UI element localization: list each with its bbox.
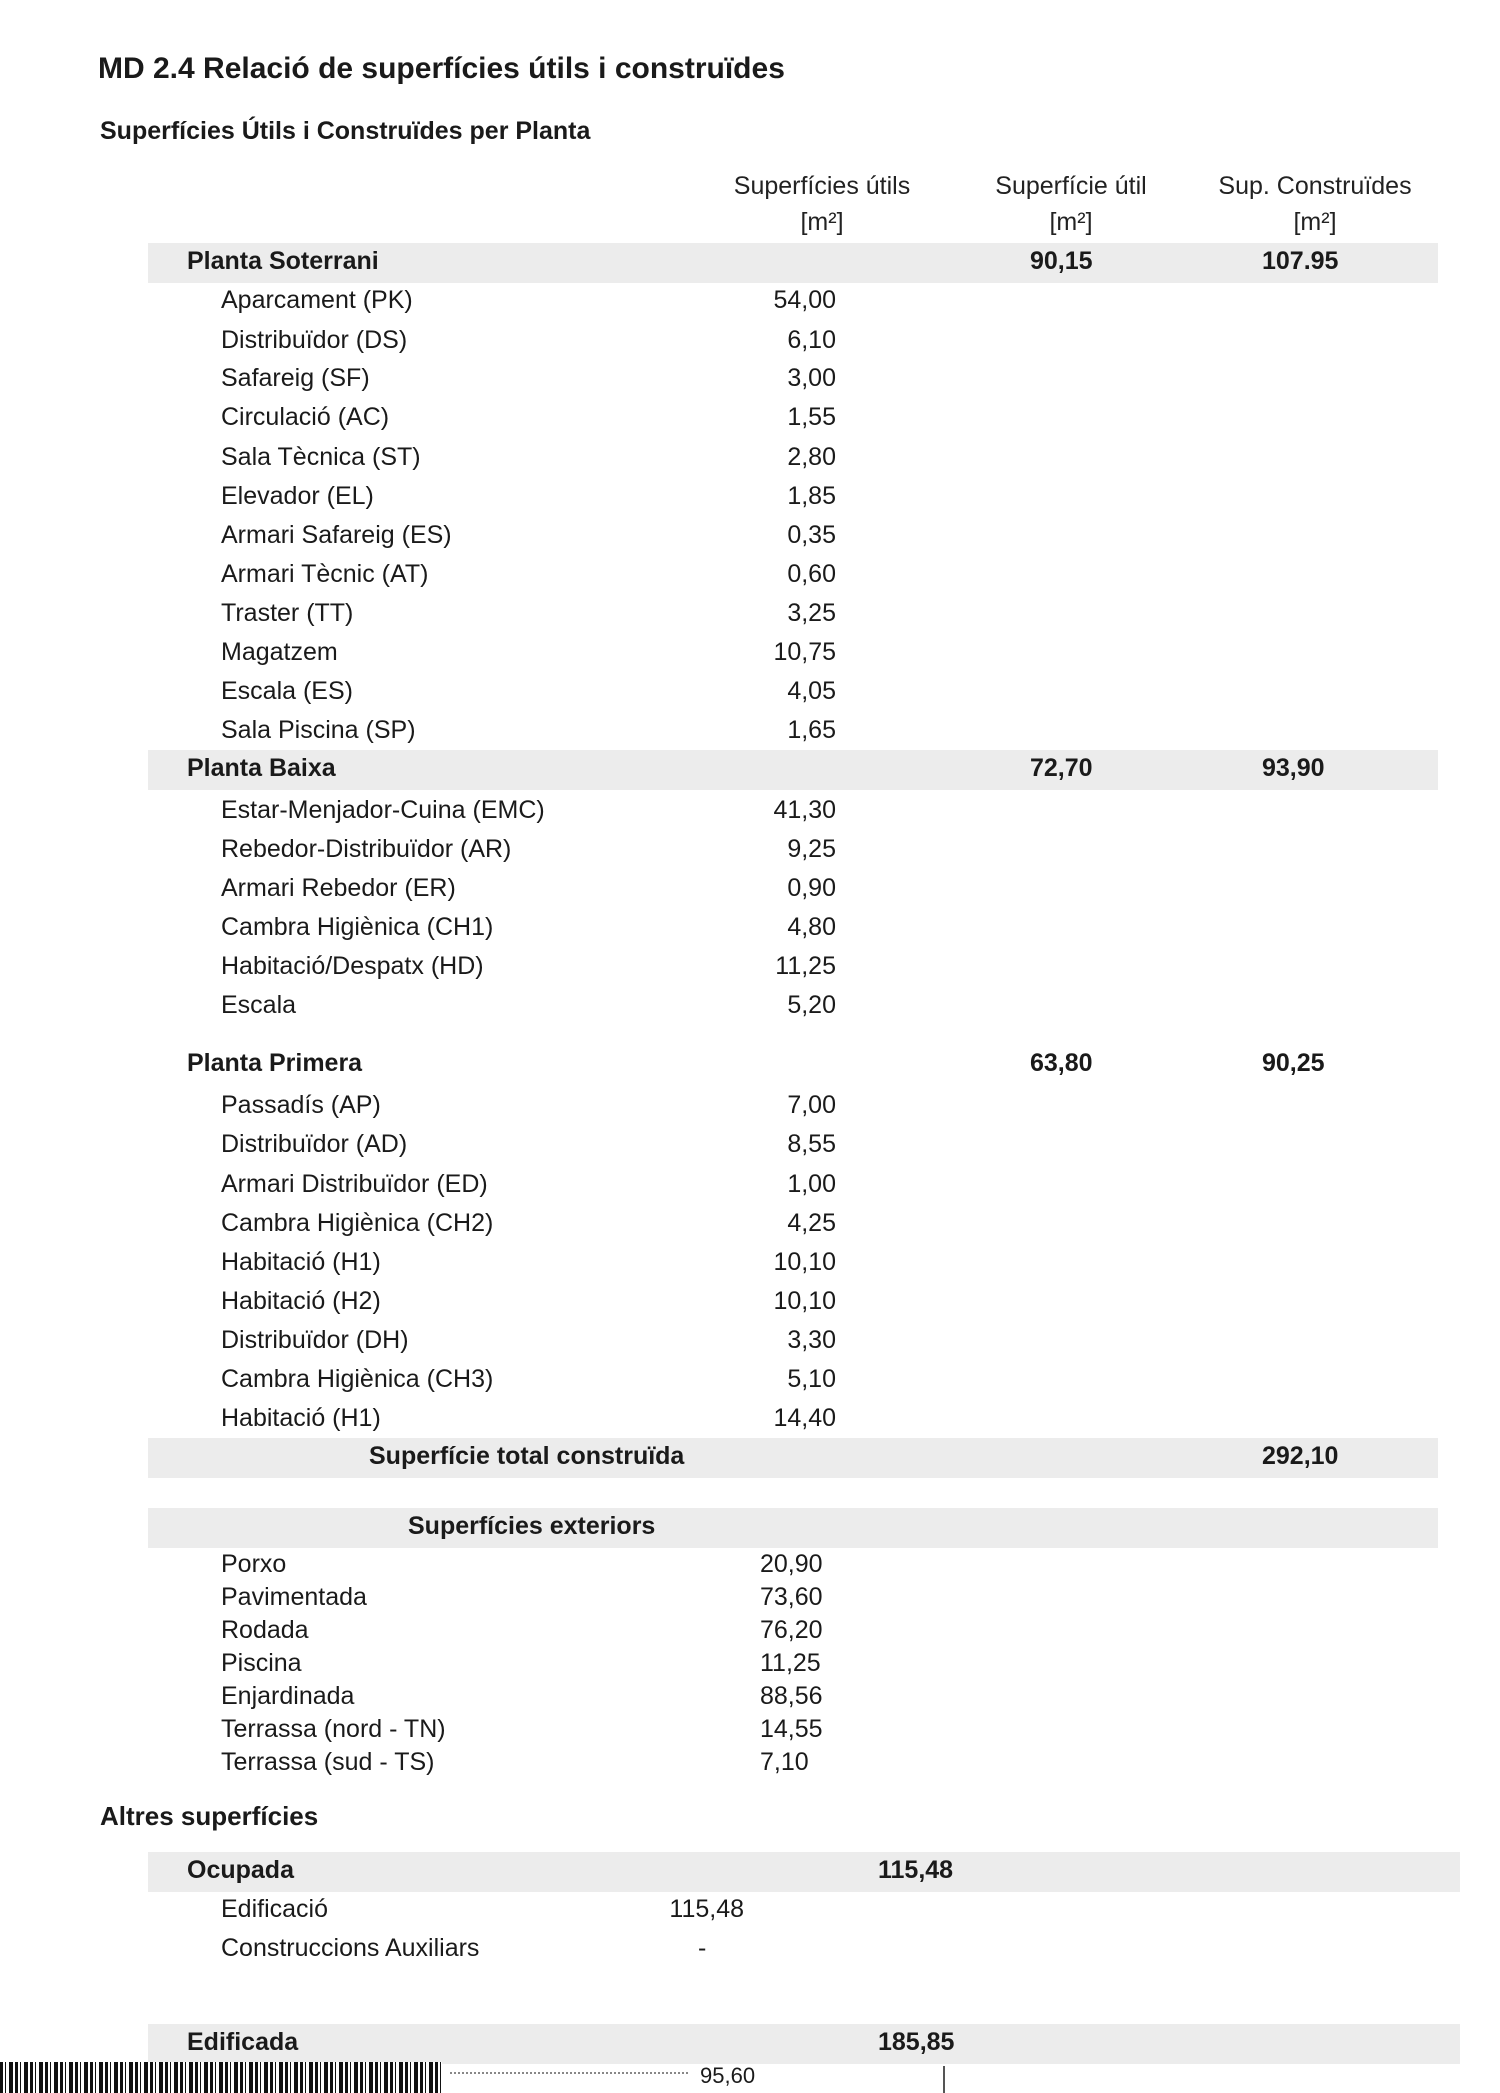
room-value: 1,65 (787, 716, 836, 744)
exteriors-band (148, 1508, 1438, 1548)
total-band (148, 1438, 1438, 1478)
room-name: Cambra Higiènica (CH3) (221, 1365, 494, 1393)
room-name: Escala (ES) (221, 677, 353, 705)
room-value: 0,90 (787, 874, 836, 902)
room-value: 10,10 (773, 1248, 836, 1276)
floor-construida-total: 93,90 (1262, 754, 1325, 782)
room-name: Habitació (H1) (221, 1404, 381, 1432)
room-value: 14,40 (773, 1404, 836, 1432)
footer-partial-value: 95,60 (700, 2063, 756, 2088)
room-value: 5,20 (787, 991, 836, 1019)
exterior-name: Piscina (221, 1649, 302, 1677)
room-value: 9,25 (787, 835, 836, 863)
room-name: Escala (221, 991, 297, 1019)
room-name: Cambra Higiènica (CH2) (221, 1209, 494, 1237)
room-value: 11,25 (775, 952, 836, 980)
ocupada-item-value: 115,48 (669, 1895, 744, 1923)
footer-fine-print (450, 2072, 688, 2082)
room-value: 3,30 (787, 1326, 836, 1354)
exterior-name: Porxo (221, 1550, 287, 1578)
column-header-label: Superfície útil (995, 172, 1147, 200)
exterior-value: 76,20 (760, 1616, 823, 1644)
edificada-value: 185,85 (878, 2028, 955, 2056)
room-name: Passadís (AP) (221, 1091, 381, 1119)
room-value: 7,00 (787, 1091, 836, 1119)
exterior-value: 20,90 (760, 1550, 823, 1578)
column-header-unit: [m²] (800, 208, 844, 236)
ocupada-item-name: Construccions Auxiliars (221, 1934, 480, 1962)
floor-util-total: 72,70 (1030, 754, 1093, 782)
room-name: Estar-Menjador-Cuina (EMC) (221, 796, 545, 824)
ocupada-band (148, 1852, 1460, 1892)
room-name: Rebedor-Distribuïdor (AR) (221, 835, 512, 863)
exterior-name: Rodada (221, 1616, 309, 1644)
exterior-value: 11,25 (760, 1649, 821, 1677)
floor-name: Planta Primera (187, 1049, 363, 1077)
room-name: Cambra Higiènica (CH1) (221, 913, 494, 941)
room-name: Distribuïdor (AD) (221, 1130, 408, 1158)
room-name: Circulació (AC) (221, 403, 390, 431)
page-title: MD 2.4 Relació de superfícies útils i construïdes (98, 52, 785, 85)
section-subtitle: Superfícies Útils i Construïdes per Planta (100, 117, 591, 145)
room-value: 4,80 (787, 913, 836, 941)
room-value: 1,85 (787, 482, 836, 510)
ocupada-label: Ocupada (187, 1856, 294, 1884)
column-header-superficie-util (966, 168, 1176, 240)
room-value: 10,75 (773, 638, 836, 666)
ocupada-item-value: - (698, 1934, 707, 1962)
room-value: 4,05 (787, 677, 836, 705)
column-header-unit: [m²] (1293, 208, 1337, 236)
column-header-label: Sup. Construïdes (1218, 172, 1412, 200)
exterior-name: Terrassa (sud - TS) (221, 1748, 435, 1776)
edificada-label: Edificada (187, 2028, 299, 2056)
room-name: Elevador (EL) (221, 482, 374, 510)
column-header-label: Superfícies útils (733, 172, 911, 200)
floor-name: Planta Baixa (187, 754, 336, 782)
room-name: Distribuïdor (DS) (221, 326, 408, 354)
footer-divider (943, 2066, 945, 2093)
altres-heading: Altres superfícies (100, 1801, 319, 1831)
room-name: Armari Safareig (ES) (221, 521, 452, 549)
exteriors-label: Superfícies exteriors (408, 1512, 656, 1540)
floor-construida-total: 107.95 (1262, 247, 1339, 275)
exterior-name: Pavimentada (221, 1583, 367, 1611)
column-header-unit: [m²] (1049, 208, 1093, 236)
room-value: 3,00 (787, 364, 836, 392)
room-value: 0,35 (787, 521, 836, 549)
room-name: Armari Tècnic (AT) (221, 560, 429, 588)
floor-util-total: 90,15 (1030, 247, 1093, 275)
ocupada-value: 115,48 (878, 1856, 954, 1884)
room-value: 3,25 (787, 599, 836, 627)
exterior-value: 14,55 (760, 1715, 823, 1743)
room-value: 41,30 (773, 796, 836, 824)
floor-construida-total: 90,25 (1262, 1049, 1325, 1077)
room-name: Safareig (SF) (221, 364, 370, 392)
room-value: 54,00 (773, 286, 836, 314)
room-name: Habitació (H1) (221, 1248, 381, 1276)
room-value: 6,10 (787, 326, 836, 354)
exterior-value: 7,10 (760, 1748, 809, 1776)
room-name: Traster (TT) (221, 599, 354, 627)
ocupada-item-name: Edificació (221, 1895, 328, 1923)
room-name: Habitació/Despatx (HD) (221, 952, 484, 980)
column-header-sup-construides (1200, 168, 1430, 240)
exterior-value: 88,56 (760, 1682, 823, 1710)
room-name: Armari Rebedor (ER) (221, 874, 456, 902)
room-value: 4,25 (787, 1209, 836, 1237)
floor-band (148, 750, 1438, 790)
floor-name: Planta Soterrani (187, 247, 379, 275)
column-header-superficies-utils (712, 168, 932, 240)
room-name: Sala Piscina (SP) (221, 716, 416, 744)
room-value: 10,10 (773, 1287, 836, 1315)
room-name: Sala Tècnica (ST) (221, 443, 421, 471)
total-label: Superfície total construïda (369, 1442, 685, 1470)
room-name: Habitació (H2) (221, 1287, 381, 1315)
barcode-image (0, 2062, 442, 2093)
room-name: Magatzem (221, 638, 338, 666)
room-name: Armari Distribuïdor (ED) (221, 1170, 488, 1198)
room-value: 5,10 (787, 1365, 836, 1393)
room-name: Aparcament (PK) (221, 286, 413, 314)
room-name: Distribuïdor (DH) (221, 1326, 409, 1354)
room-value: 2,80 (787, 443, 836, 471)
floor-util-total: 63,80 (1030, 1049, 1093, 1077)
total-value: 292,10 (1262, 1442, 1339, 1470)
edificada-band (148, 2024, 1460, 2064)
room-value: 8,55 (787, 1130, 836, 1158)
exterior-value: 73,60 (760, 1583, 823, 1611)
room-value: 0,60 (787, 560, 836, 588)
room-value: 1,00 (787, 1170, 836, 1198)
exterior-name: Terrassa (nord - TN) (221, 1715, 446, 1743)
exterior-name: Enjardinada (221, 1682, 355, 1710)
room-value: 1,55 (787, 403, 836, 431)
